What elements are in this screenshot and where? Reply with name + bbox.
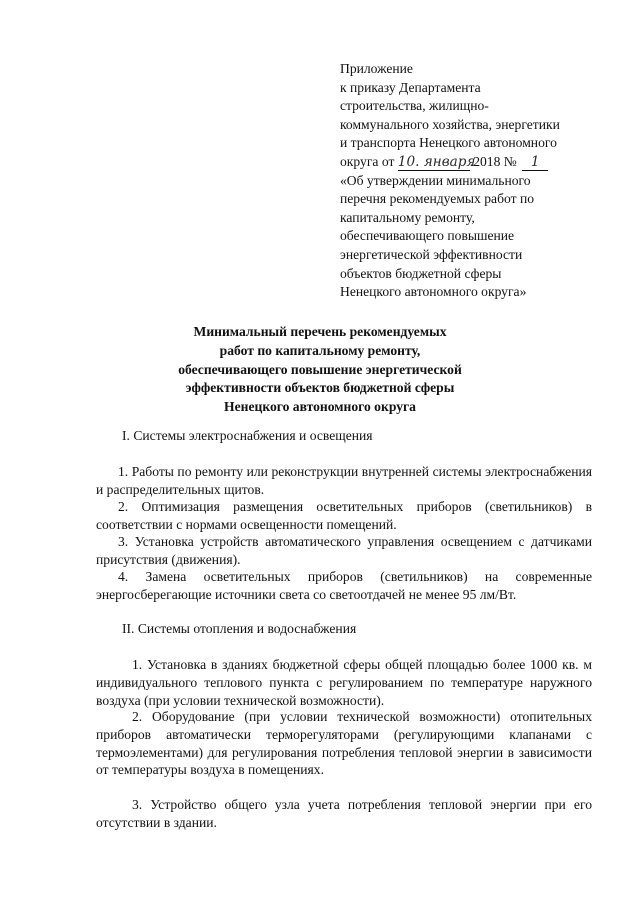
number-sign: № — [503, 153, 517, 169]
paragraph-text: 1. Работы по ремонту или реконструкции внутренней системы электроснабжения и распределительных щитов. — [96, 464, 592, 497]
appendix-line: к приказу Департамента — [340, 79, 481, 95]
paragraph — [96, 463, 592, 499]
paragraph — [96, 533, 592, 569]
title-line: работ по капитальному ремонту, — [219, 342, 421, 358]
paragraph — [96, 498, 592, 534]
appendix-date-line — [340, 153, 600, 172]
appendix-subject-line: Ненецкого автономного округа» — [340, 284, 527, 300]
paragraph-text: 2. Оборудование (при условии технической возможности) отопительных приборов автоматически терморегуляторами (регулирующими клапанами с термоэлементами) для регулирования потребления тепловой энергии в зависимости от температуры воздуха в помещениях. — [96, 709, 592, 778]
date-year: .2018 — [469, 153, 501, 169]
paragraph-text: 3. Установка устройств автоматического управления освещением с датчиками присутствия (движения). — [96, 534, 592, 567]
paragraph-text: 4. Замена осветительных приборов (светильников) на современные энергосберегающие источники света со светоотдачей не менее 95 лм/Вт. — [96, 569, 592, 602]
appendix-subject-line: перечня рекомендуемых работ по — [340, 191, 535, 207]
section-heading-1: I. Системы электроснабжения и освещения — [122, 428, 373, 443]
title-line: Ненецкого автономного округа — [224, 399, 416, 415]
title-line: Минимальный перечень рекомендуемых — [193, 324, 447, 339]
appendix-line: и транспорта Ненецкого автономного — [340, 135, 557, 151]
appendix-line: Приложение — [340, 61, 413, 76]
paragraph-text: 2. Оптимизация размещения осветительных приборов (светильников) в соответствии с нормами освещенности помещений. — [96, 499, 592, 532]
appendix-line: строительства, жилищно- — [340, 98, 489, 114]
appendix-subject-line: объектов бюджетной сферы — [340, 265, 502, 281]
paragraph — [96, 796, 592, 832]
paragraph-text: 3. Устройство общего узла учета потребления тепловой энергии при его отсутствии в здании. — [96, 797, 592, 830]
title-line: обеспечивающего повышение энергетической — [178, 361, 462, 377]
paragraph-text: 1. Установка в зданиях бюджетной сферы общей площадью более 1000 кв. м индивидуального теплового пункта с регулированием по температуре наружного воздуха (при условии технической возможности). — [96, 657, 592, 708]
document-title — [100, 323, 540, 417]
paragraph — [96, 656, 592, 709]
title-line: эффективности объектов бюджетной сферы — [185, 380, 455, 396]
appendix-subject-line: обеспечивающего повышение — [340, 228, 515, 244]
appendix-block — [340, 60, 600, 302]
appendix-subject-line: капитальному ремонту, — [340, 209, 475, 225]
paragraph — [96, 708, 592, 779]
appendix-subject-line: «Об утверждении минимального — [340, 172, 531, 188]
date-prefix: округа от — [340, 153, 395, 169]
handwritten-number: 1 — [522, 154, 548, 171]
section-heading-2: II. Системы отопления и водоснабжения — [122, 621, 357, 636]
appendix-subject-line: энергетической эффективности — [340, 246, 523, 262]
appendix-line: коммунального хозяйства, энергетики — [340, 116, 560, 132]
handwritten-date: 10. января — [397, 153, 476, 170]
paragraph — [96, 568, 592, 604]
